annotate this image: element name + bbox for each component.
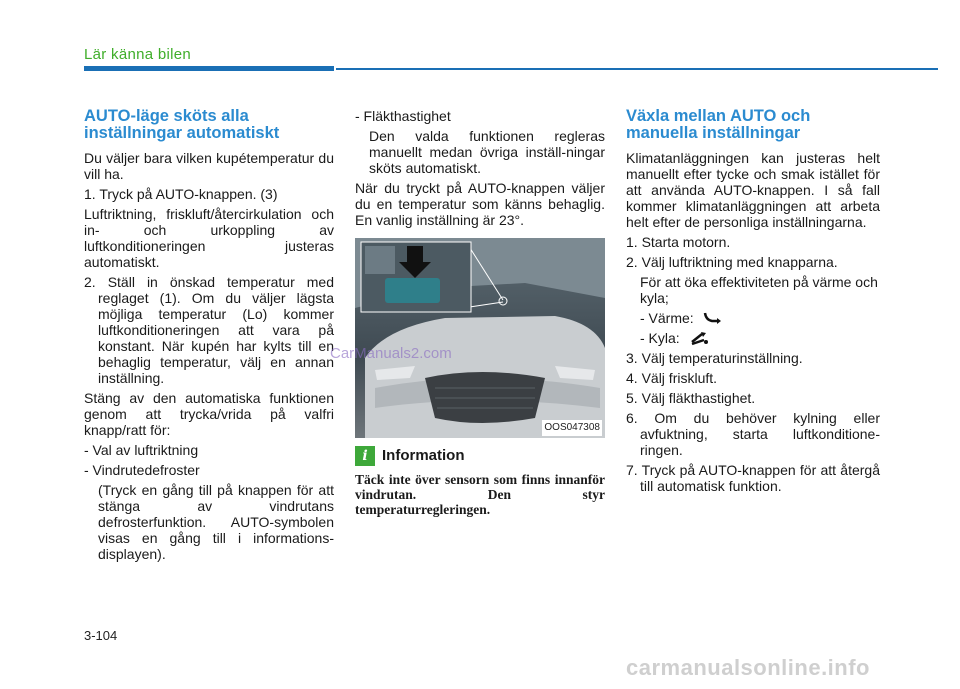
step-6: 6. Om du behöver kylning eller avfuktning, starta luftkonditione-ringen. bbox=[626, 410, 880, 458]
face-airflow-icon bbox=[688, 330, 710, 346]
step-5: 5. Välj fläkthastighet. bbox=[626, 390, 756, 406]
floor-airflow-icon bbox=[702, 310, 724, 326]
paragraph: När du tryckt på AUTO-knappen väljer du en temperatur som känns behaglig. En vanlig inställning är 23°. bbox=[355, 180, 605, 228]
heading-auto-mode: AUTO-läge sköts alla inställningar automatiskt bbox=[84, 107, 280, 142]
fan-speed-detail: Den valda funktionen regleras manuellt medan övriga inställ-ningar sköts automatiskt. bbox=[369, 128, 605, 176]
heading-auto-manual: Växla mellan AUTO och manuella inställningar bbox=[626, 107, 811, 142]
step-2: 2. Välj luftriktning med knapparna. bbox=[626, 254, 838, 270]
header-rule-thin bbox=[336, 68, 938, 70]
column-2 bbox=[355, 108, 605, 517]
defroster-detail: (Tryck en gång till på knappen för att stänga av vindrutans defrosterfunktion. AUTO-symbolen visas en gång till i informations-displayen). bbox=[98, 482, 334, 562]
step-2: 2. Ställ in önskad temperatur med reglaget (1). Om du väljer lägsta möjliga temperatur (Lo) kommer luftkonditioneringen att vara på konstant. När kupén har kylts till en behaglig temperatur, välj en annan inställning. bbox=[84, 274, 334, 386]
column-1 bbox=[84, 108, 334, 566]
figure-label: OOS047308 bbox=[542, 420, 602, 436]
step-1: 1. Tryck på AUTO-knappen. (3) bbox=[84, 186, 278, 202]
paragraph: Klimatanläggningen kan justeras helt manuellt efter tycke och smak istället för att använda AUTO-knappen. I så fall kommer klimatanläggningen att arbeta helt efter de personliga inställningarna. bbox=[626, 150, 880, 230]
paragraph: Du väljer bara vilken kupétemperatur du vill ha. bbox=[84, 150, 334, 182]
section-title: Lär känna bilen bbox=[84, 46, 192, 63]
heat-label: - Värme: bbox=[640, 310, 694, 326]
bullet-defroster: - Vindrutedefroster bbox=[84, 462, 200, 478]
paragraph: Luftriktning, friskluft/återcirkulation och in- och urkoppling av luftkonditioneringen justeras automatiskt. bbox=[84, 206, 334, 270]
header-rule-thick bbox=[84, 66, 334, 71]
step-4: 4. Välj friskluft. bbox=[626, 370, 718, 386]
watermark: CarManuals2.com bbox=[330, 345, 452, 362]
car-illustration bbox=[355, 238, 605, 438]
bullet-fan-speed: - Fläkthastighet bbox=[355, 108, 451, 124]
information-text: Täck inte över sensorn som finns innanför vindrutan. Den styr temperaturregleringen. bbox=[355, 472, 605, 517]
car-sensor-figure bbox=[355, 238, 605, 438]
page-number: 3-104 bbox=[84, 628, 118, 643]
column-3 bbox=[626, 108, 880, 498]
heat-row bbox=[626, 310, 880, 326]
step-1: 1. Starta motorn. bbox=[626, 234, 731, 250]
step-3: 3. Välj temperaturinställning. bbox=[626, 350, 803, 366]
information-heading bbox=[355, 446, 605, 466]
footer-watermark: carmanualsonline.info bbox=[626, 655, 870, 680]
cool-row bbox=[626, 330, 880, 346]
info-icon: i bbox=[355, 446, 375, 466]
bullet-airflow: - Val av luftriktning bbox=[84, 442, 199, 458]
information-title: Information bbox=[382, 447, 465, 464]
step-7: 7. Tryck på AUTO-knappen för att återgå till automatisk funktion. bbox=[626, 462, 880, 494]
cool-label: - Kyla: bbox=[640, 330, 680, 346]
paragraph: Stäng av den automatiska funktionen genom att trycka/vrida på valfri knapp/ratt för: bbox=[84, 390, 334, 438]
step-2-detail: För att öka effektiviteten på värme och kyla; bbox=[640, 274, 878, 306]
